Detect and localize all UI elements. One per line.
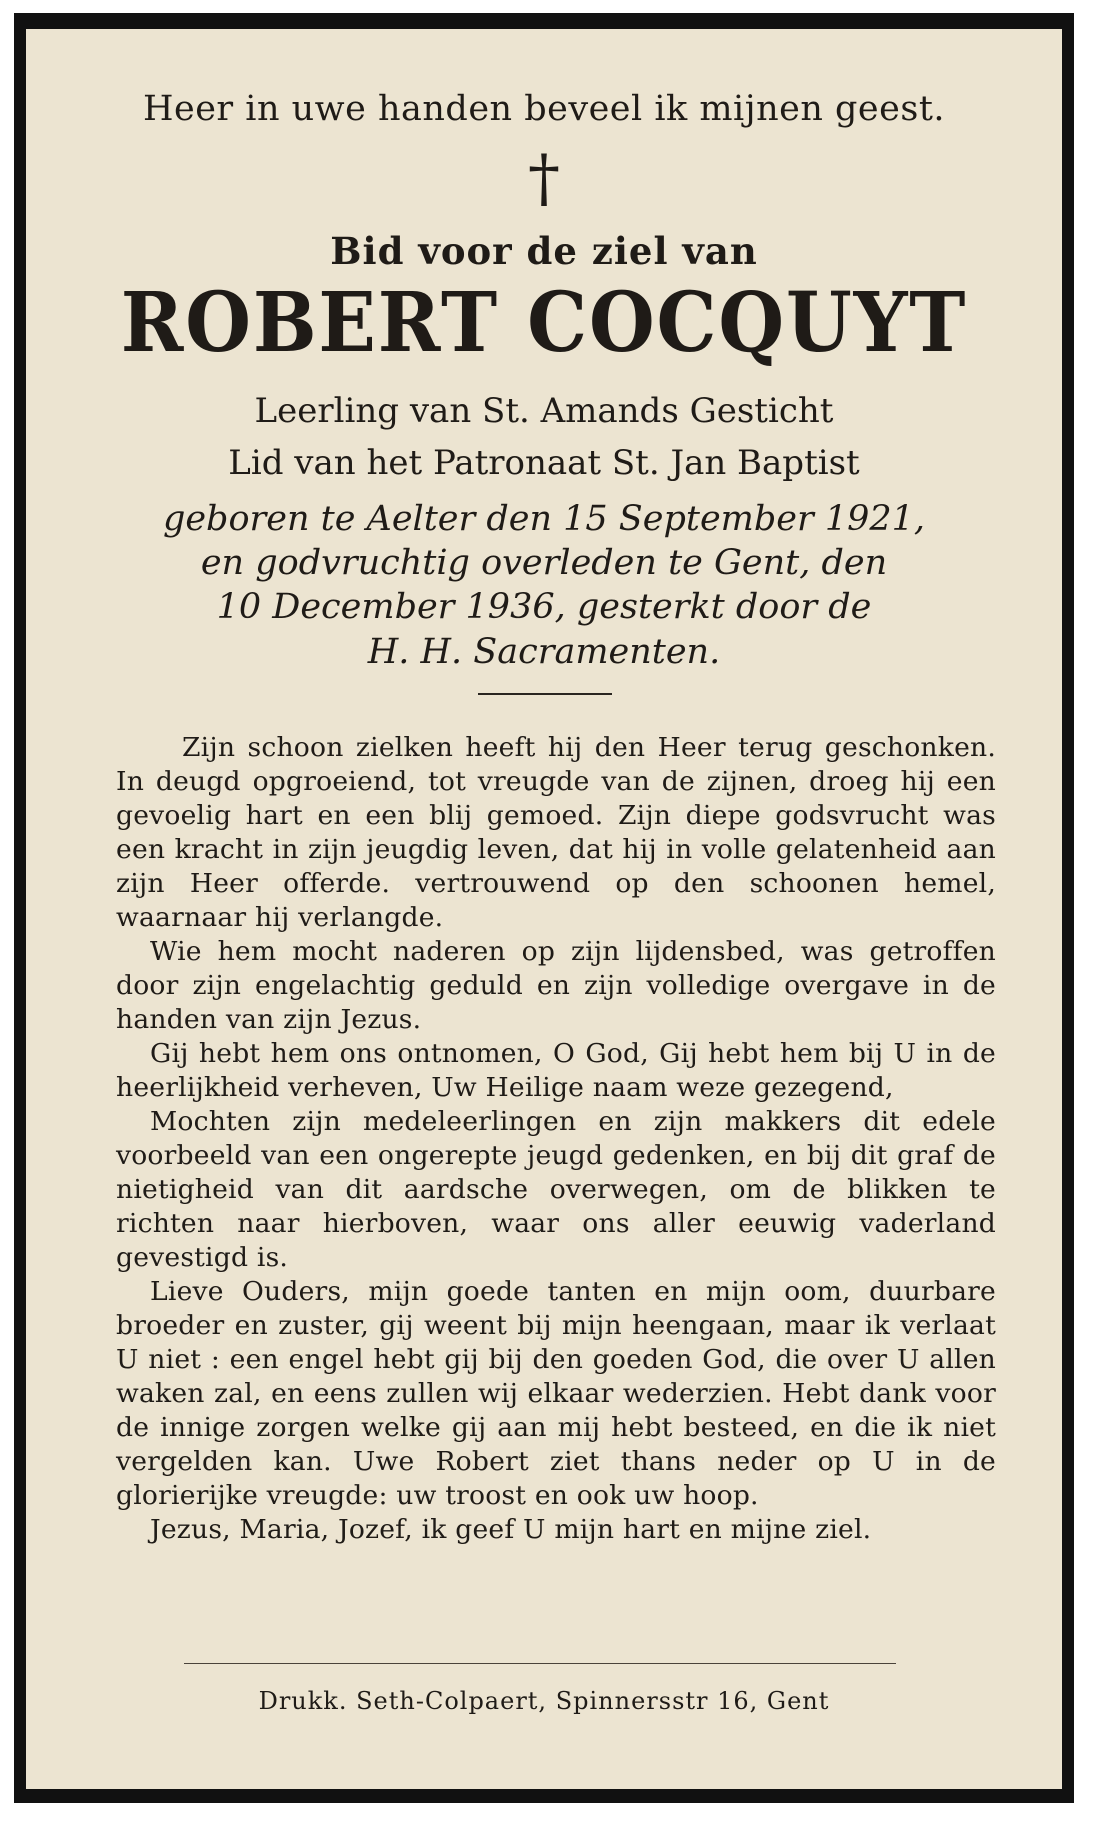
card-paper [26,29,1062,1789]
printer-imprint: Drukk. Seth-Colpaert, Spinnersstr 16, Gent [258,1687,830,1715]
paragraph: Lieve Ouders, mijn goede tanten en mijn oom, duurbare broeder en zuster, gij weent bij mijn heengaan, maar ik verlaat U niet : een engel hebt gij bij den goeden God, die over U allen waken zal, en eens zullen wij elkaar wederzien. Hebt dank voor de innige zorgen welke gij aan mij hebt besteed, en die ik niet vergelden kan. Uwe Robert ziet thans neder op U in de glorierijke vreugde: uw troost en ook uw hoop. [116,1276,996,1511]
paragraph: Zijn schoon zielken heeft hij den Heer terug geschonken. In deugd opgroeiend, tot vreugde van de zijnen, droeg hij een gevoelig hart en een blij gemoed. Zijn diepe godsvrucht was een kracht in zijn jeugdig leven, dat hij in volle gelatenheid aan zijn Heer offerde. vertrouwend op den schoonen hemel, waarnaar hij verlangde. [116,732,996,933]
paragraph: Wie hem mocht naderen op zijn lijdensbed, was getroffen door zijn engelachtig geduld en zijn volledige overgave in de handen van zijn Jezus. [116,936,996,1035]
printer-divider [184,1663,896,1664]
role-line-2: Lid van het Patronaat St. Jan Baptist [228,443,860,483]
deceased-name: ROBERT COCQUYT [120,275,968,371]
divider [478,693,612,695]
life-line-2: en godvruchtig overleden te Gent, den [200,543,888,583]
life-line-4: H. H. Sacramenten. [367,632,721,672]
memorial-card [14,13,1074,1803]
prayer-request: Bid voor de ziel van [330,229,758,273]
paragraph: Gij hebt hem ons ontnomen, O God, Gij hebt hem bij U in de heerlijkheid verheven, Uw Heilige naam weze gezegend, [116,1038,996,1103]
paragraph: Mochten zijn medeleerlingen en zijn makkers dit edele voorbeeld van een ongerepte jeugd gedenken, en bij dit graf de nietigheid van dit aardsche overwegen, om de blikken te richten naar hierboven, waar ons aller eeuwig vaderland gevestigd is. [116,1106,996,1273]
memorial-text [116,731,996,1547]
life-line-1: geboren te Aelter den 15 September 1921, [162,499,926,539]
paragraph: Jezus, Maria, Jozef, ik geef U mijn hart en mijne ziel. [150,1514,872,1545]
cross-icon: † [528,142,560,216]
invocation-text: Heer in uwe handen beveel ik mijnen geest. [142,89,946,129]
role-line-1: Leerling van St. Amands Gesticht [254,391,834,431]
life-line-3: 10 December 1936, gesterkt door de [216,587,872,627]
